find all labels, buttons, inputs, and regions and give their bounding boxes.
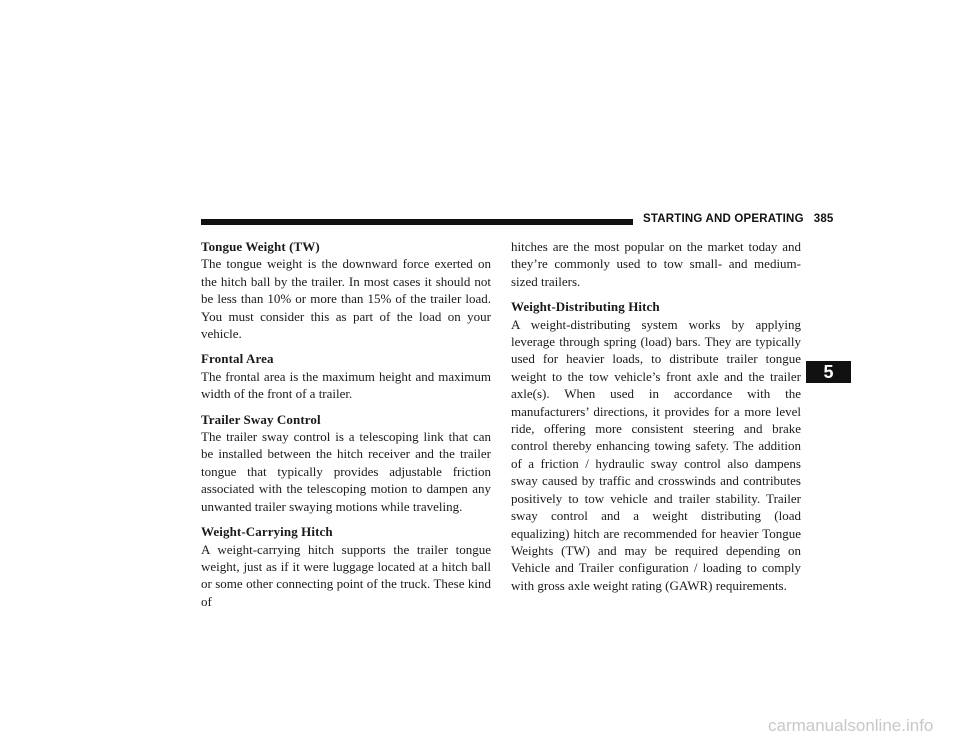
section-heading: Frontal Area (201, 351, 274, 367)
section-trailer-sway-control (201, 411, 491, 515)
section-heading: Trailer Sway Control (201, 411, 321, 427)
left-column (201, 238, 491, 618)
continued-paragraph: hitches are the most popular on the market today and they’re commonly used to tow small- and medium-sized trailers. (511, 239, 801, 289)
section-body: The frontal area is the maximum height and maximum width of the front of a trailer. (201, 368, 491, 402)
running-header (643, 213, 834, 225)
section-title: STARTING AND OPERATING (643, 213, 804, 225)
header-rule (201, 219, 633, 225)
chapter-tab: 5 (806, 361, 851, 383)
section-heading: Weight-Carrying Hitch (201, 524, 333, 540)
page-number: 385 (813, 213, 834, 225)
section-heading: Weight-Distributing Hitch (511, 299, 660, 315)
section-tongue-weight (201, 238, 491, 342)
right-column (511, 238, 801, 602)
section-weight-distributing-hitch (511, 298, 801, 594)
section-heading: Tongue Weight (TW) (201, 239, 320, 254)
section-body: A weight-carrying hitch supports the trailer tongue weight, just as if it were luggage located at a hitch ball or some other connecting point of the truck. These kind of (201, 541, 491, 609)
section-body: A weight-distributing system works by applying leverage through spring (load) bars. They are typically used for heavier loads, to distribute trailer tongue weight to the tow vehicle’s front axle and the trailer axle(s). When used in accordance with the manufacturers’ directions, it provides for a more level ride, offering more consistent steering and brake control thereby enhancing towing safety. The addition of a friction / hydraulic sway control also dampens sway caused by traffic and crosswinds and contributes positively to tow vehicle and trailer stability. Trailer sway control and a weight distributing (load equalizing) hitch are recommended for heavier Tongue Weights (TW) and may be required depending on Vehicle and Trailer configuration / loading to comply with gross axle weight rating (GAWR) requirements. (511, 316, 801, 593)
section-body: The tongue weight is the downward force exerted on the hitch ball by the trailer. In most cases it should not be less than 10% or more than 15% of the trailer load. You must consider this as part of the load on your vehicle. (201, 256, 491, 342)
section-frontal-area (201, 350, 491, 402)
section-body: The trailer sway control is a telescoping link that can be installed between the hitch receiver and the trailer tongue that typically provides adjustable friction associated with the telescoping motion to dampen any unwanted trailer swaying motions while traveling. (201, 429, 491, 514)
watermark: carmanualsonline.info (768, 716, 934, 735)
section-weight-carrying-hitch (201, 523, 491, 610)
